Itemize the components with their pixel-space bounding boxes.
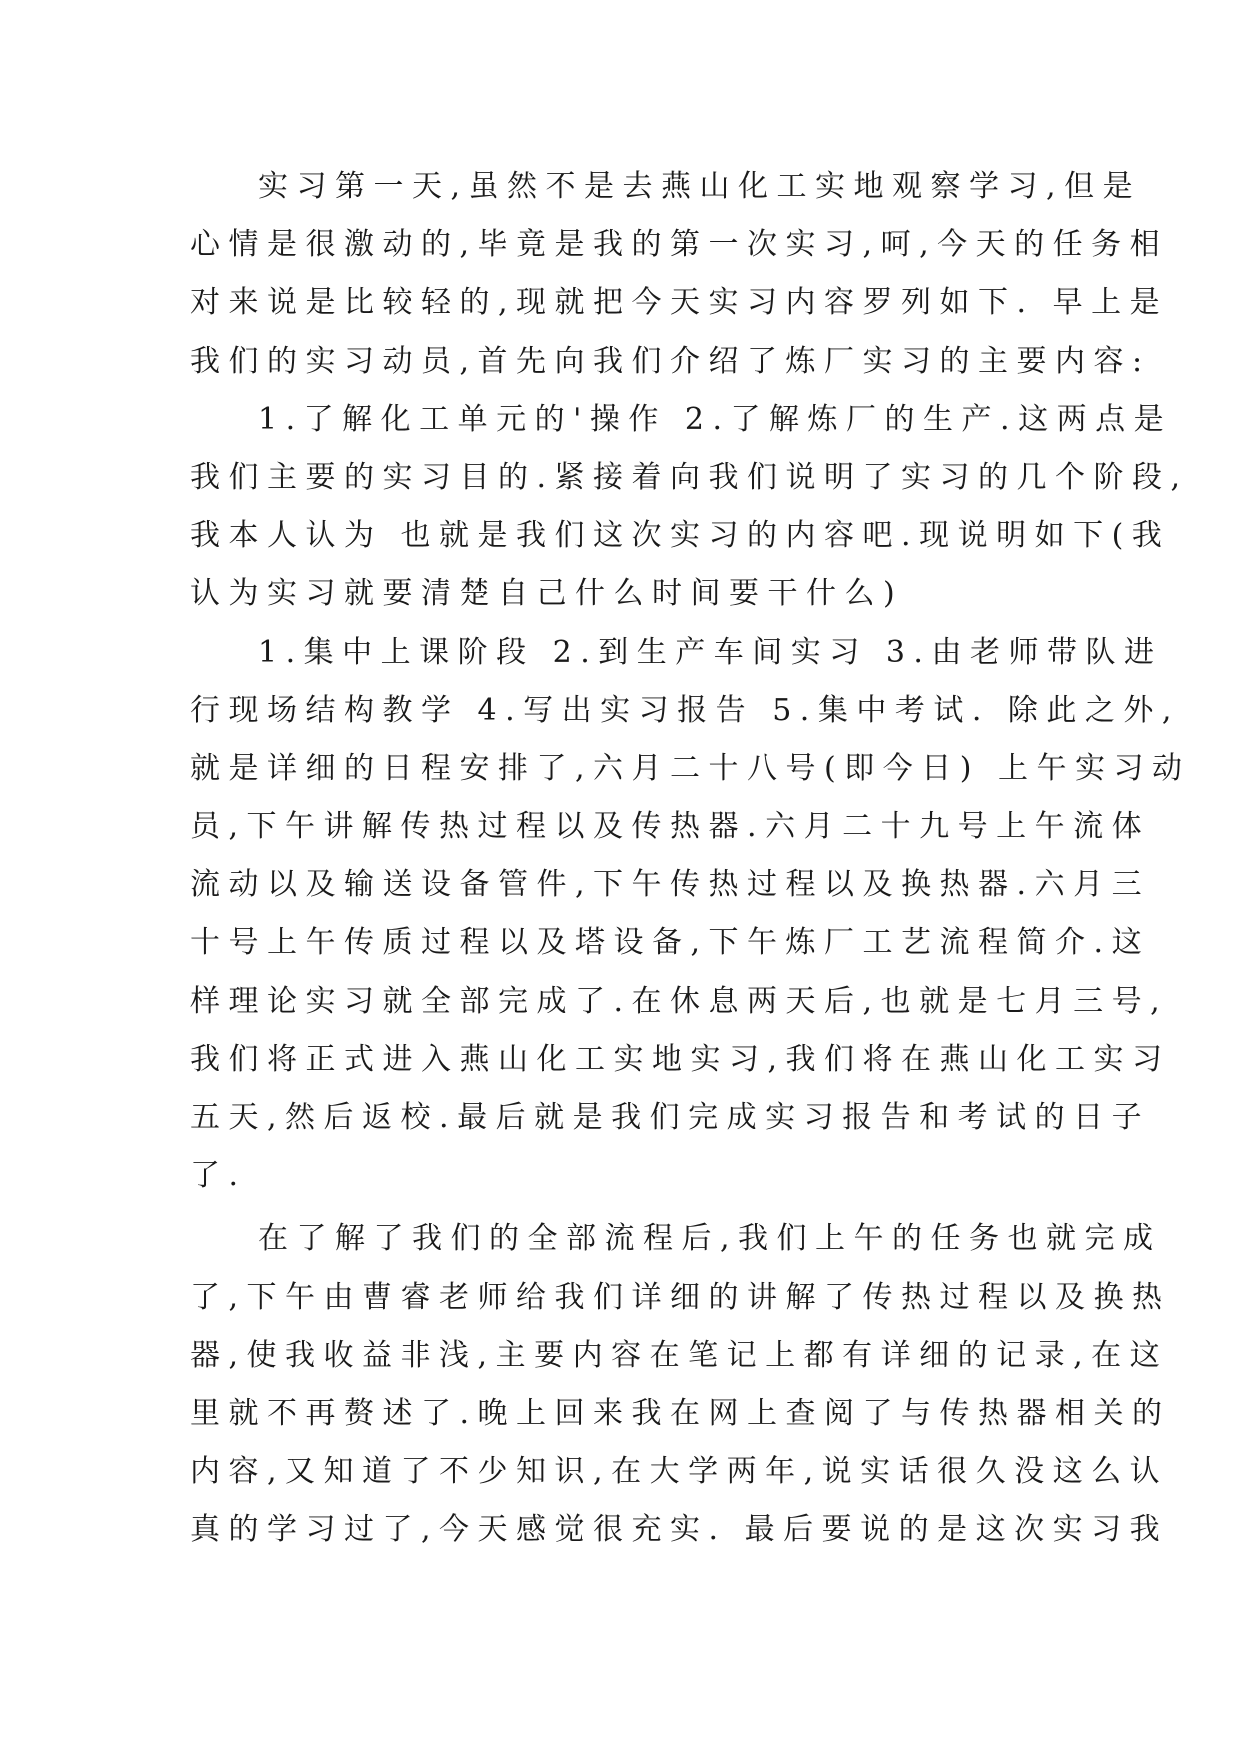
text-line: 员,下午讲解传热过程以及传热器.六月二十九号上午流体 (190, 809, 1151, 845)
text-line: 我本人认为 也就是我们这次实习的内容吧.现说明如下(我 (190, 518, 1171, 554)
text-line: 真的学习过了,今天感觉很充实. 最后要说的是这次实习我 (190, 1512, 1169, 1548)
text-line: 器,使我收益非浅,主要内容在笔记上都有详细的记录,在这 (190, 1337, 1169, 1373)
document-body (190, 158, 1191, 1560)
text-line: 流动以及输送设备管件,下午传热过程以及换热器.六月三 (190, 867, 1151, 903)
text-line: 实习第一天,虽然不是去燕山化工实地观察学习,但是 (258, 169, 1142, 204)
paragraph-1 (190, 158, 1169, 391)
text-line: 我们的实习动员,首先向我们介绍了炼厂实习的主要内容: (190, 343, 1151, 379)
paragraph-2 (190, 391, 1189, 624)
text-line: 对来说是比较轻的,现就把今天实习内容罗列如下. 早上是 (190, 285, 1169, 321)
text-line: 样理论实习就全部完成了.在休息两天后,也就是七月三号, (190, 983, 1169, 1019)
text-line: 心情是很激动的,毕竟是我的第一次实习,呵,今天的任务相 (190, 227, 1169, 263)
text-line: 了. (190, 1158, 247, 1194)
text-line: 内容,又知道了不少知识,在大学两年,说实话很久没这么认 (190, 1454, 1169, 1490)
text-line: 我们主要的实习目的.紧接着向我们说明了实习的几个阶段, (190, 459, 1189, 495)
text-line: 了,下午由曹睿老师给我们详细的讲解了传热过程以及换热 (190, 1279, 1171, 1315)
text-line: 里就不再赘述了.晚上回来我在网上查阅了与传热器相关的 (190, 1395, 1171, 1431)
text-line: 1.了解化工单元的'操作 2.了解炼厂的生产.这两点是 (258, 401, 1173, 437)
paragraph-4 (190, 1210, 1171, 1559)
text-line: 我们将正式进入燕山化工实地实习,我们将在燕山化工实习 (190, 1041, 1171, 1077)
paragraph-3 (190, 624, 1191, 1206)
text-line: 认为实习就要清楚自己什么时间要干什么) (190, 576, 904, 612)
text-line: 在了解了我们的全部流程后,我们上午的任务也就完成 (258, 1221, 1162, 1257)
text-line: 十号上午传质过程以及塔设备,下午炼厂工艺流程简介.这 (190, 925, 1151, 961)
text-line: 就是详细的日程安排了,六月二十八号(即今日) 上午实习动 (190, 750, 1191, 786)
text-line: 五天,然后返校.最后就是我们完成实习报告和考试的日子 (190, 1100, 1151, 1135)
text-line: 行现场结构教学 4.写出实习报告 5.集中考试. 除此之外, (190, 692, 1180, 728)
text-line: 1.集中上课阶段 2.到生产车间实习 3.由老师带队进 (258, 634, 1163, 670)
